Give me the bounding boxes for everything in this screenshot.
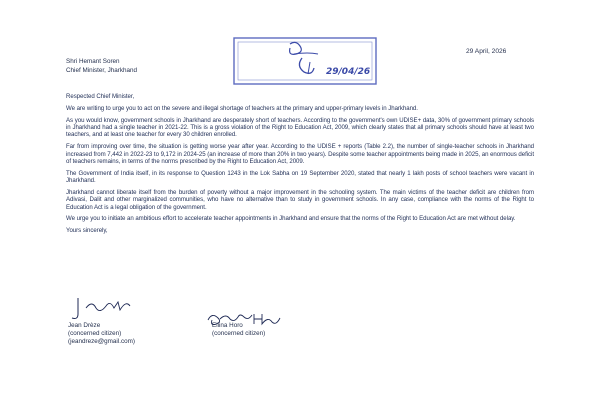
signatory-1: [68, 322, 135, 346]
signatory-name: Ellina Horo: [212, 322, 243, 329]
signatory-email: (jeandreze@gmail.com): [68, 338, 135, 345]
received-stamp: [232, 34, 380, 88]
signatory-name: Jean Drèze: [68, 322, 101, 329]
recipient-name: Shri Hemant Soren: [66, 58, 120, 65]
recipient-title: Chief Minister, Jharkhand: [66, 66, 138, 74]
stamp-date: 29/04/26: [326, 67, 371, 77]
signature-jean-dreze: [68, 296, 138, 322]
paragraph: As you would know, government schools in Jharkhand are desperately short of teachers. According to the government's own UDISE+ data, 30% of government primary schools in Jharkhand had a single teacher in 2021-22. This is a gross violation of the Right to Education Act, 2009, which clearly states that all primary schools should have at least two teachers, and at least one teacher for every 30 children enrolled.: [66, 116, 534, 139]
paragraph: Far from improving over time, the situation is getting worse year after year. According to the UDISE + reports (Table 2.2), the number of single-teacher schools in Jharkhand increased from 7,442 in 2022-23 to 9,172 in 2024-25 (an increase of more than 20% in two years). Despite some teacher appointments being made in 2025, an enormous deficit of teachers remains, in terms of the norms prescribed by the Right to Education Act, 2009.: [66, 143, 534, 165]
closing: Yours sincerely,: [66, 227, 108, 235]
letter-body: [66, 93, 534, 239]
paragraph: We are writing to urge you to act on the severe and illegal shortage of teachers at the primary and upper-primary levels in Jharkhand.: [66, 104, 418, 112]
signatory-role: (concerned citizen): [212, 330, 266, 337]
recipient-address: [66, 58, 137, 75]
paragraph: The Government of India itself, in its response to Question 1243 in the Lok Sabha on 19 September 2020, stated that nearly 1 lakh posts of school teachers were vacant in Jharkhand.: [66, 169, 534, 185]
salutation: Respected Chief Minister,: [66, 93, 135, 100]
paragraph: We urge you to initiate an ambitious effort to accelerate teacher appointments in Jharkhand and ensure that the norms of the Right to Education Act are met without delay.: [66, 215, 516, 223]
signatory-2: [212, 322, 265, 338]
letter-date: 29 April, 2026: [466, 48, 507, 55]
paragraph: Jharkhand cannot liberate itself from the burden of poverty without a major improvement in the schooling system. The main victims of the teacher deficit are children from Adivasi, Dalit and other marginalized communities, who have no alternative than to study in government schools. In any case, compliance with the norms of the Right to Education Act is a legal obligation of the government.: [66, 188, 534, 211]
signatory-role: (concerned citizen): [68, 330, 122, 337]
